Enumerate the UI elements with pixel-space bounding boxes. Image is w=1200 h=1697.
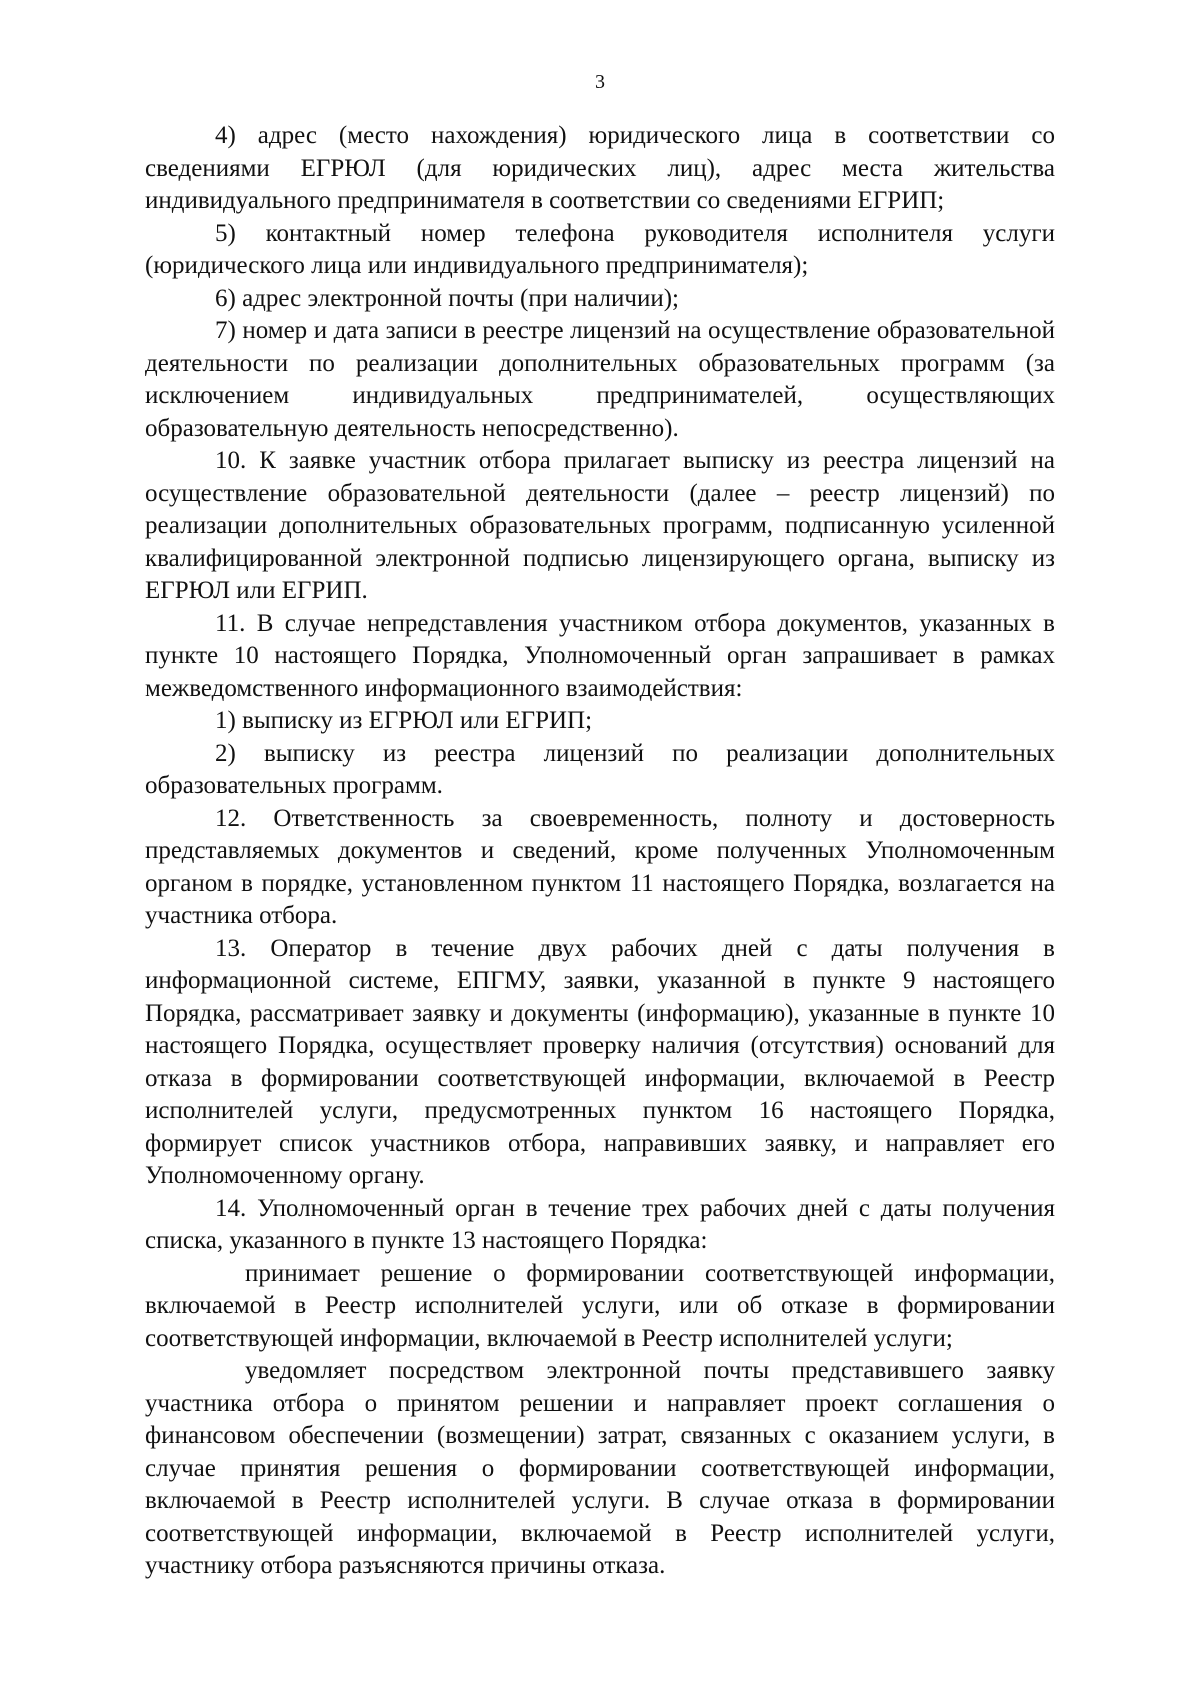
document-body xyxy=(145,120,1055,1583)
paragraph-item-4: 4) адрес (место нахождения) юридического лица в соответствии со сведениями ЕГРЮЛ (для юридических лиц), адрес места жительства индивидуального предпринимателя в соответствии со сведениями ЕГРИП; xyxy=(145,122,1055,214)
paragraph-notification: уведомляет посредством электронной почты представившего заявку участника отбора о принятом решении и направляет проект соглашения о финансовом обеспечении (возмещении) затрат, связанных с оказанием услуги, в случае принятия решения о формировании соответствующей информации, включаемой в Реестр исполнителей услуги. В случае отказа в формировании соответствующей информации, включаемой в Реестр исполнителей услуги, участнику отбора разъясняются причины отказа. xyxy=(145,1357,1055,1579)
paragraph-item-7: 7) номер и дата записи в реестре лицензий на осуществление образовательной деятельности по реализации дополнительных образовательных программ (за исключением индивидуальных предпринимателей, осуществляющих образовательную деятельность непосредственно). xyxy=(145,317,1055,442)
paragraph-item-5: 5) контактный номер телефона руководителя исполнителя услуги (юридического лица или индивидуального предпринимателя); xyxy=(145,219,1055,279)
paragraph-clause-10: 10. К заявке участник отбора прилагает выписку из реестра лицензий на осуществление образовательной деятельности (далее – реестр лицензий) по реализации дополнительных образовательных программ, подписанную усиленной квалифицированной электронной подписью лицензирующего органа, выписку из ЕГРЮЛ или ЕГРИП. xyxy=(145,447,1055,604)
paragraph-decision: принимает решение о формировании соответствующей информации, включаемой в Реестр исполнителей услуги, или об отказе в формировании соответствующей информации, включаемой в Реестр исполнителей услуги; xyxy=(145,1259,1055,1352)
paragraph-clause-12: 12. Ответственность за своевременность, полноту и достоверность представляемых документов и сведений, кроме полученных Уполномоченным органом в порядке, установленном пунктом 11 настоящего Порядка, возлагается на участника отбора. xyxy=(145,804,1055,929)
paragraph-clause-14: 14. Уполномоченный орган в течение трех рабочих дней с даты получения списка, указанного в пункте 13 настоящего Порядка: xyxy=(145,1194,1055,1254)
paragraph-clause-11: 11. В случае непредставления участником отбора документов, указанных в пункте 10 настоящего Порядка, Уполномоченный орган запрашивает в рамках межведомственного информационного взаимодействия: xyxy=(145,609,1055,702)
paragraph-clause-13: 13. Оператор в течение двух рабочих дней с даты получения в информационной системе, ЕПГМУ, заявки, указанной в пункте 9 настоящего Порядка, рассматривает заявку и документы (информацию), указанные в пункте 10 настоящего Порядка, осуществляет проверку наличия (отсутствия) оснований для отказа в формировании соответствующей информации, включаемой в Реестр исполнителей услуги, предусмотренных пунктом 16 настоящего Порядка, формирует список участников отбора, направивших заявку, и направляет его Уполномоченному органу. xyxy=(145,934,1055,1189)
page-number: 3 xyxy=(595,71,605,93)
paragraph-subitem-2: 2) выписку из реестра лицензий по реализации дополнительных образовательных программ. xyxy=(145,739,1055,799)
paragraph-subitem-1: 1) выписку из ЕГРЮЛ или ЕГРИП; xyxy=(215,707,593,734)
paragraph-item-6: 6) адрес электронной почты (при наличии); xyxy=(215,284,680,312)
